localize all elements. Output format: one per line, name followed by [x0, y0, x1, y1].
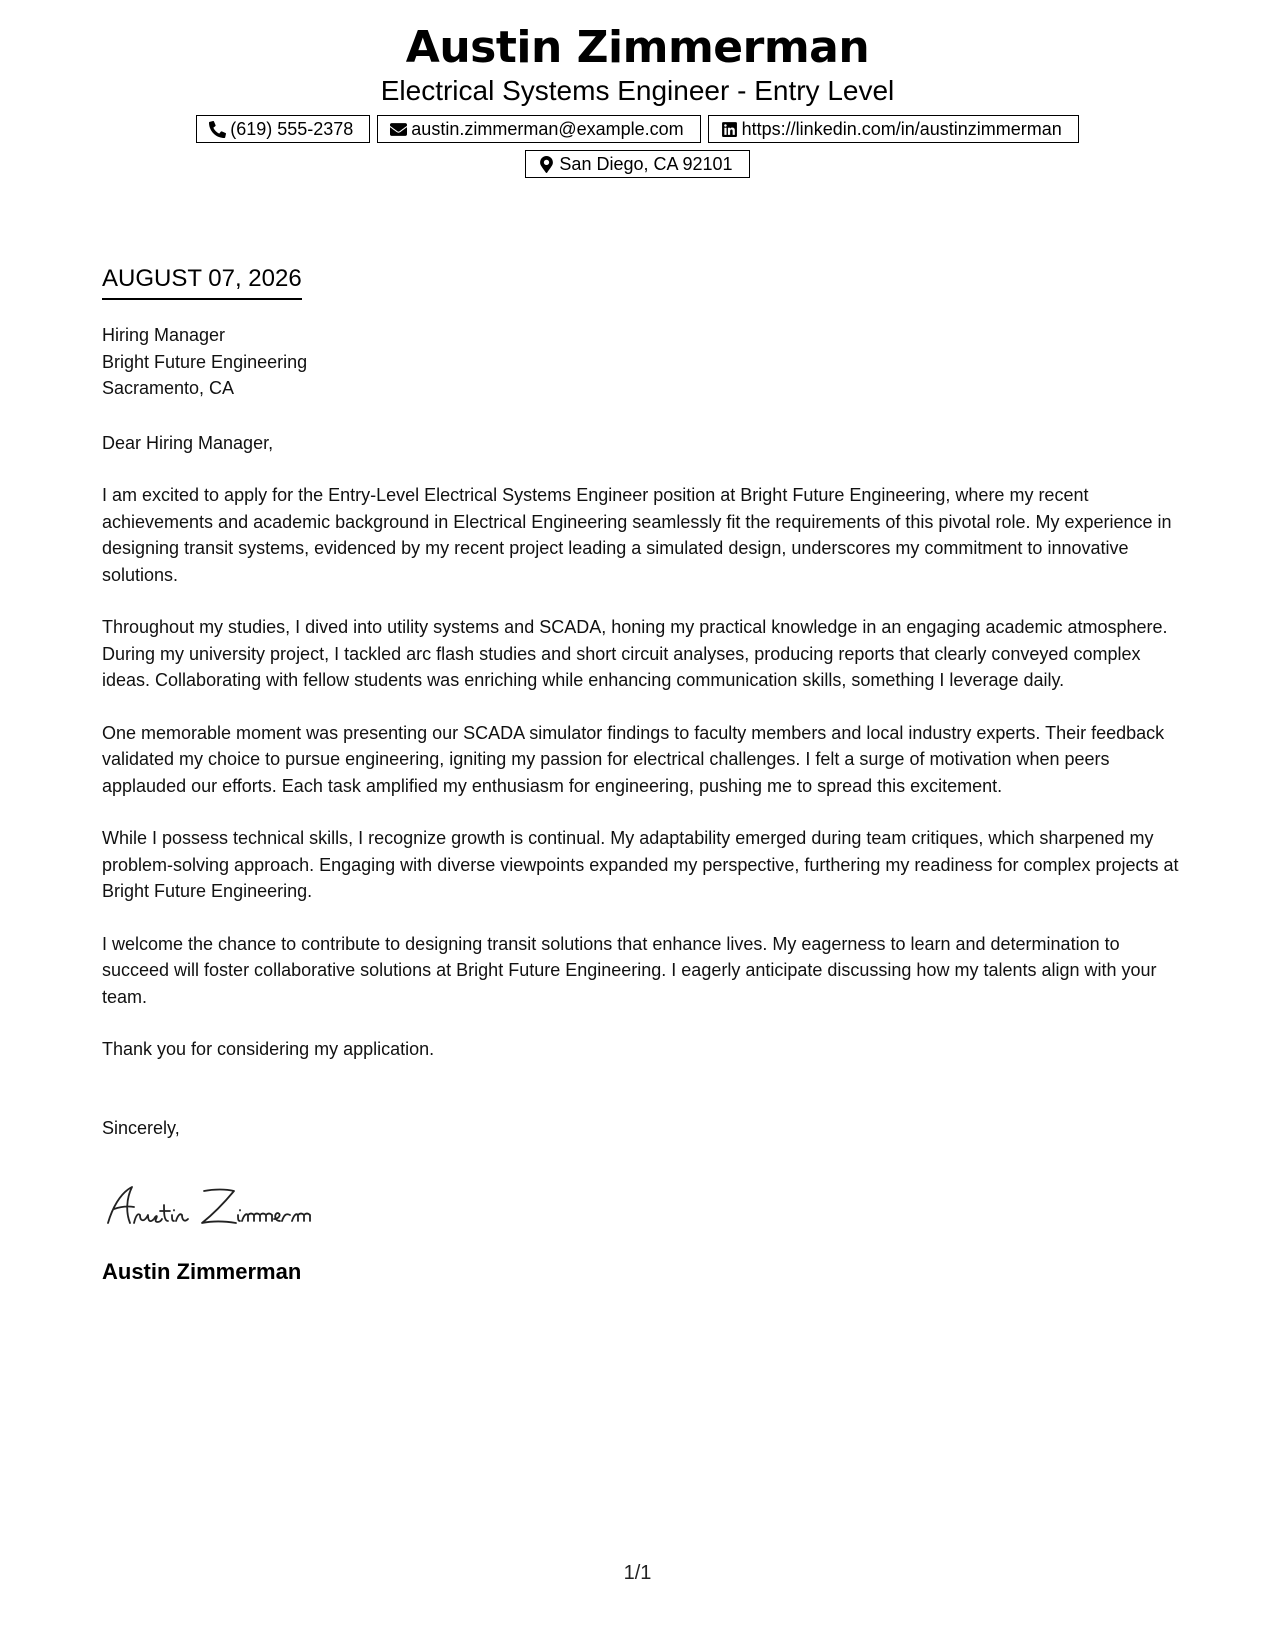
contact-phone [196, 115, 370, 143]
letter-header [0, 22, 1275, 178]
letter-body [102, 264, 1182, 1287]
paragraph-thanks: Thank you for considering my application. [102, 1039, 435, 1059]
email-address: austin.zimmerman@example.com [411, 119, 684, 139]
handwritten-signature [102, 1179, 362, 1231]
recipient-title: Hiring Manager [102, 325, 226, 345]
linkedin-icon [721, 121, 738, 138]
phone-icon [209, 121, 226, 138]
envelope-icon [390, 121, 407, 138]
signer-name: Austin Zimmerman [102, 1259, 302, 1284]
contact-linkedin[interactable] [708, 115, 1079, 143]
letter-date: AUGUST 07, 2026 [102, 264, 302, 300]
closing: Sincerely, [102, 1117, 180, 1138]
recipient-company: Bright Future Engineering [102, 351, 308, 372]
contact-location [525, 150, 749, 178]
location-text: San Diego, CA 92101 [559, 154, 733, 174]
recipient-city: Sacramento, CA [102, 378, 235, 398]
contact-list [138, 115, 1138, 178]
paragraph-2: Throughout my studies, I dived into utility systems and SCADA, honing my practical knowledge in an engaging academic atmosphere. During my university project, I tackled arc flash studies and short circuit analyses, producing reports that clearly conveyed complex ideas. Collaborating with fellow students was enriching while enhancing communication skills, something I leverage daily. [102, 617, 1168, 690]
page-indicator: 1/1 [623, 1562, 652, 1584]
linkedin-url: https://linkedin.com/in/austinzimmerman [741, 119, 1062, 139]
phone-number: (619) 555-2378 [230, 119, 354, 139]
recipient-block [102, 322, 1182, 402]
map-marker-icon [538, 156, 555, 173]
signature-graphic [102, 1179, 362, 1231]
salutation: Dear Hiring Manager, [102, 432, 274, 453]
paragraph-5: I welcome the chance to contribute to designing transit solutions that enhance lives. My eagerness to learn and determination to succeed will foster collaborative solutions at Bright Future Engineering. I eagerly anticipate discussing how my talents align with your team. [102, 933, 1157, 1007]
paragraph-4: While I possess technical skills, I recognize growth is continual. My adaptability emerged during team critiques, which sharpened my problem-solving approach. Engaging with diverse viewpoints expanded my perspective, furthering my readiness for complex projects at Bright Future Engineering. [102, 828, 1179, 901]
paragraph-3: One memorable moment was presenting our SCADA simulator findings to faculty members and local industry experts. Their feedback validated my choice to pursue engineering, igniting my passion for electrical challenges. I felt a surge of motivation when peers applauded our efforts. Each task amplified my enthusiasm for engineering, pushing me to spread this excitement. [102, 722, 1165, 796]
applicant-name: Austin Zimmerman [405, 22, 870, 73]
contact-email[interactable] [377, 115, 700, 143]
paragraph-1: I am excited to apply for the Entry-Level Electrical Systems Engineer position at Bright Future Engineering, where my recent achievements and academic background in Electrical Engineering seamlessly fit the requirements of this pivotal role. My experience in designing transit systems, evidenced by my recent project leading a simulated design, underscores my commitment to innovative solutions. [102, 485, 1172, 585]
applicant-role: Electrical Systems Engineer - Entry Level [380, 75, 895, 106]
